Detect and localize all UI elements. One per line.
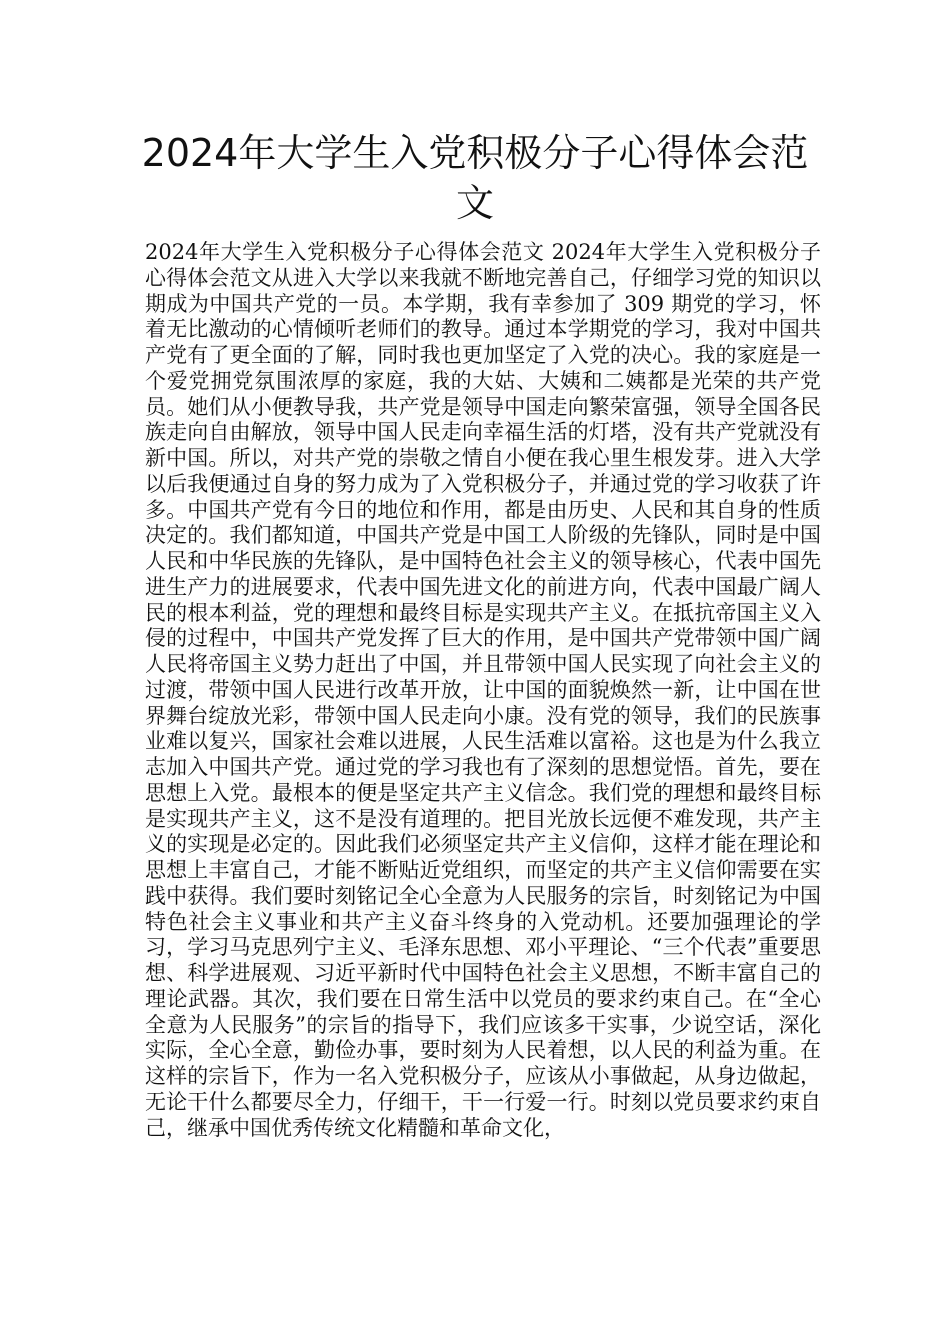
document-body: 2024年大学生入党积极分子心得体会范文 2024年大学生入党积极分子心得体会范文从进入大学以来我就不断地完善自己，仔细学习党的知识以期成为中国共产党的一员。本学期，我有幸参加了 309 期党的学习，怀着无比激动的心情倾听老师们的教导。通过本学期党的学习，我对中国共产党有了更全面的了解，同时我也更加坚定了入党的决心。我的家庭是一个爱党拥党氛围浓厚的家庭，我的大姑、大姨和二姨都是光荣的共产党员。她们从小便教导我，共产党是领导中国走向繁荣富强，领导全国各民族走向自由解放，领导中国人民走向幸福生活的灯塔，没有共产党就没有新中国。所以，对共产党的崇敬之情自小便在我心里生根发芽。进入大学以后我便通过自身的努力成为了入党积极分子，并通过党的学习收获了许多。中国共产党有今日的地位和作用，都是由历史、人民和其自身的性质决定的。我们都知道，中国共产党是中国工人阶级的先锋队，同时是中国人民和中华民族的先锋队，是中国特色社会主义的领导核心，代表中国先进生产力的进展要求，代表中国先进文化的前进方向，代表中国最广阔人民的根本利益，党的理想和最终目标是实现共产主义。在抵抗帝国主义入侵的过程中，中国共产党发挥了巨大的作用，是中国共产党带领中国广阔人民将帝国主义势力赶出了中国，并且带领中国人民实现了向社会主义的过渡，带领中国人民进行改革开放，让中国的面貌焕然一新，让中国在世界舞台绽放光彩，带领中国人民走向小康。没有党的领导，我们的民族事业难以复兴，国家社会难以进展，人民生活难以富裕。这也是为什么我立志加入中国共产党。通过党的学习我也有了深刻的思想觉悟。首先，要在思想上入党。最根本的便是坚定共产主义信念。我们党的理想和最终目标是实现共产主义，这不是没有道理的。把目光放长远便不难发现，共产主义的实现是必定的。因此我们必须坚定共产主义信仰，这样才能在理论和思想上丰富自己，才能不断贴近党组织，而坚定的共产主义信仰需要在实践中获得。我们要时刻铭记全心全意为人民服务的宗旨，时刻铭记为中国特色社会主义事业和共产主义奋斗终身的入党动机。还要加强理论的学习，学习马克思列宁主义、毛泽东思想、邓小平理论、“三个代表”重要思想、科学进展观、习近平新时代中国特色社会主义思想，不断丰富自己的理论武器。其次，我们要在日常生活中以党员的要求约束自己。在“全心全意为人民服务”的宗旨的指导下，我们应该多干实事，少说空话，深化实际，全心全意，勤俭办事，要时刻为人民着想，以人民的利益为重。在这样的宗旨下，作为一名入党积极分子，应该从小事做起，从身边做起，无论干什么都要尽全力，仔细干，干一行爱一行。时刻以党员要求约束自己，继承中国优秀传统文化精髓和革命文化，	[145, 240, 821, 1140]
document-title: 2024年大学生入党积极分子心得体会范文	[141, 131, 809, 225]
